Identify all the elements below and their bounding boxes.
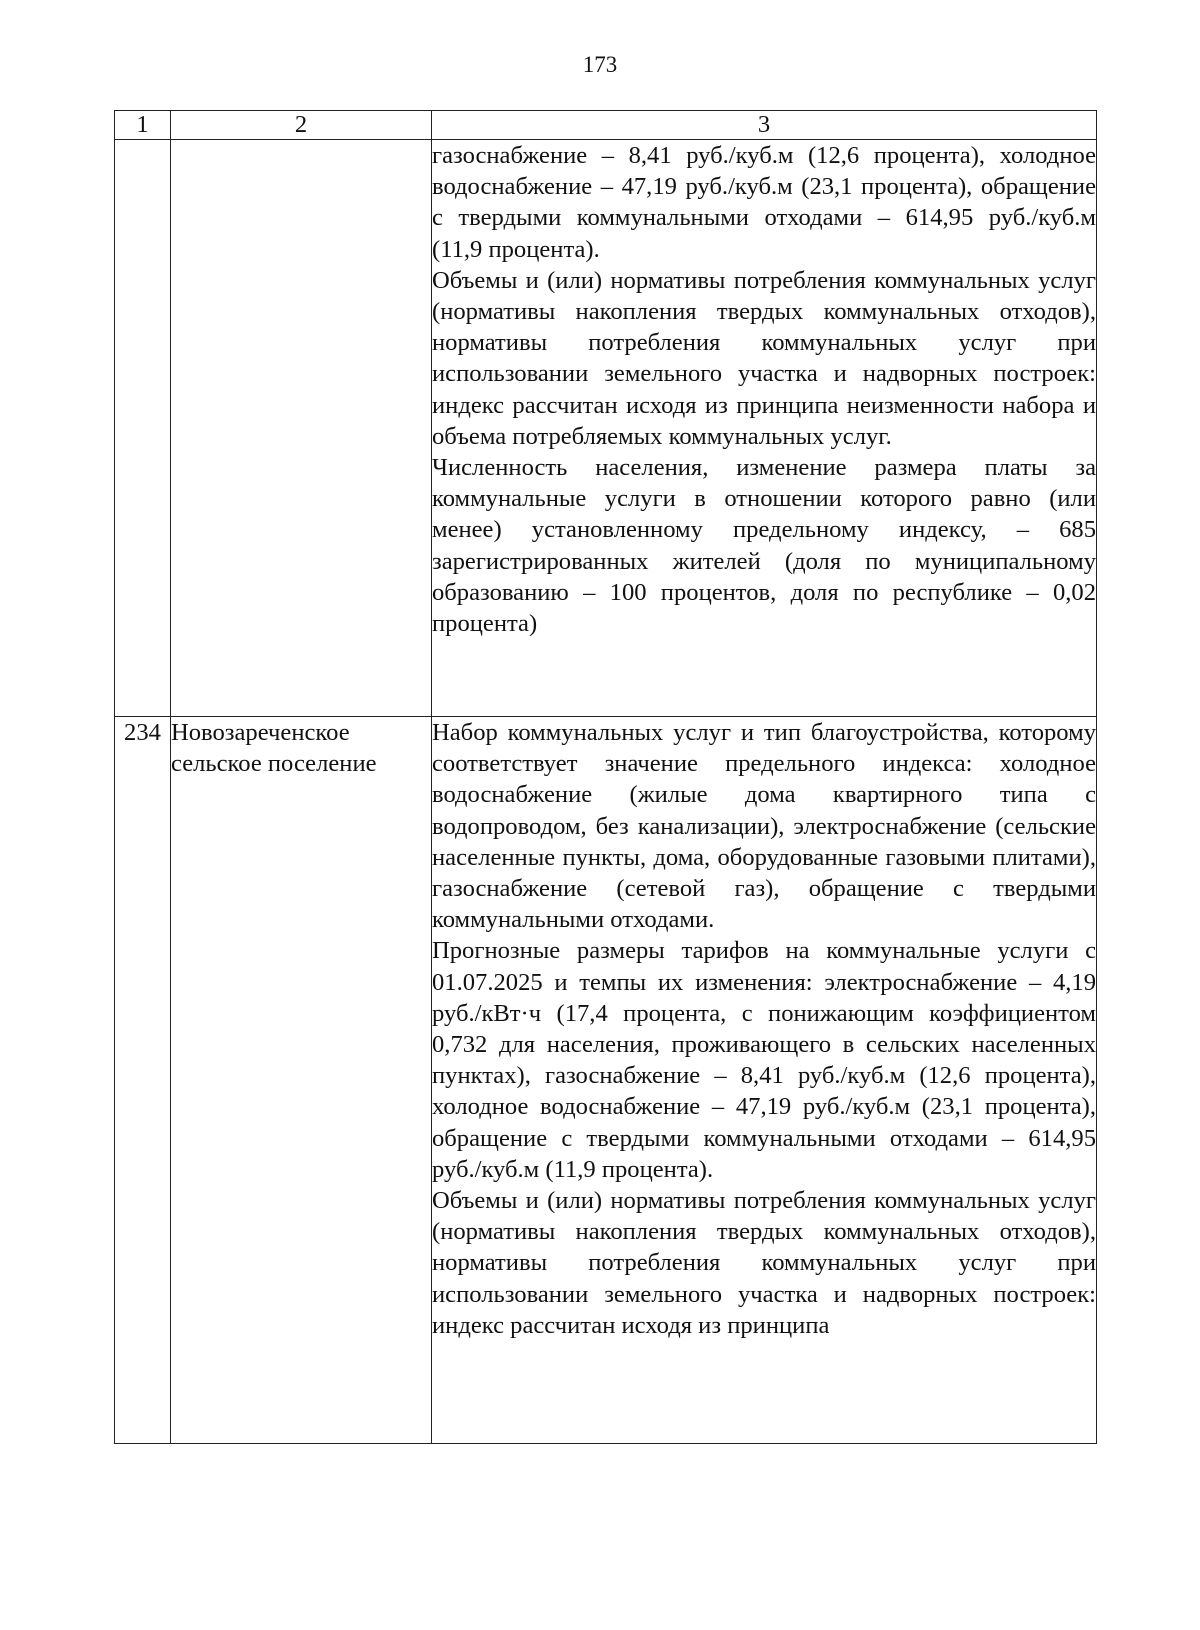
- description-paragraph: Численность населения, изменение размера платы за коммунальные услуги в отношении которого равно (или менее) установленному предельному индексу, – 685 зарегистрированных жителей (доля по муниципальному образованию – 100 процентов, доля по республике – 0,02 процента): [432, 454, 1096, 638]
- description-cell: [432, 140, 1097, 717]
- row-number-cell: 234: [115, 717, 171, 1444]
- description-paragraph: Объемы и (или) нормативы потребления коммунальных услуг (нормативы накопления твердых коммунальных отходов), нормативы потребления коммунальных услуг при использовании земельного участка и надворных построек: индекс рассчитан исходя из принципа неизменности набора и объема потребляемых коммунальных услуг.: [432, 266, 1096, 450]
- description-paragraph: Набор коммунальных услуг и тип благоустройства, которому соответствует значение предельного индекса: холодное водоснабжение (жилые дома квартирного типа с водопроводом, без канализации), электроснабжение (сельские населенные пункты, дома, оборудованные газовыми плитами), газоснабжение (сетевой газ), обращение с твердыми коммунальными отходами.: [432, 719, 1096, 934]
- header-col-2: 2: [171, 111, 432, 140]
- table-header-row: [115, 111, 1097, 140]
- table-row: [115, 140, 1097, 717]
- row-number-cell: [115, 140, 171, 717]
- table-row: [115, 717, 1097, 1444]
- settlement-name-cell: [171, 140, 432, 717]
- page-number: 173: [582, 52, 618, 77]
- description-paragraph: Объемы и (или) нормативы потребления коммунальных услуг (нормативы накопления твердых коммунальных отходов), нормативы потребления коммунальных услуг при использовании земельного участка и надворных построек: индекс рассчитан исходя из принципа: [432, 1187, 1096, 1339]
- tariff-table: [114, 110, 1097, 1444]
- header-col-3: 3: [432, 111, 1097, 140]
- description-cell: [432, 717, 1097, 1444]
- description-paragraph: Прогнозные размеры тарифов на коммунальные услуги с 01.07.2025 и темпы их изменения: электроснабжение – 4,19 руб./кВт·ч (17,4 процента, с понижающим коэффициентом 0,732 для населения, проживающего в сельских населенных пунктах), газоснабжение – 8,41 руб./куб.м (12,6 процента), холодное водоснабжение – 47,19 руб./куб.м (23,1 процента), обращение с твердыми коммунальными отходами – 614,95 руб./куб.м (11,9 процента).: [432, 937, 1096, 1183]
- settlement-name-cell: Новозареченское сельское поселение: [171, 717, 432, 1444]
- description-paragraph: газоснабжение – 8,41 руб./куб.м (12,6 процента), холодное водоснабжение – 47,19 руб./куб.м (23,1 процента), обращение с твердыми коммунальными отходами – 614,95 руб./куб.м (11,9 процента).: [432, 142, 1096, 263]
- header-col-1: 1: [115, 111, 171, 140]
